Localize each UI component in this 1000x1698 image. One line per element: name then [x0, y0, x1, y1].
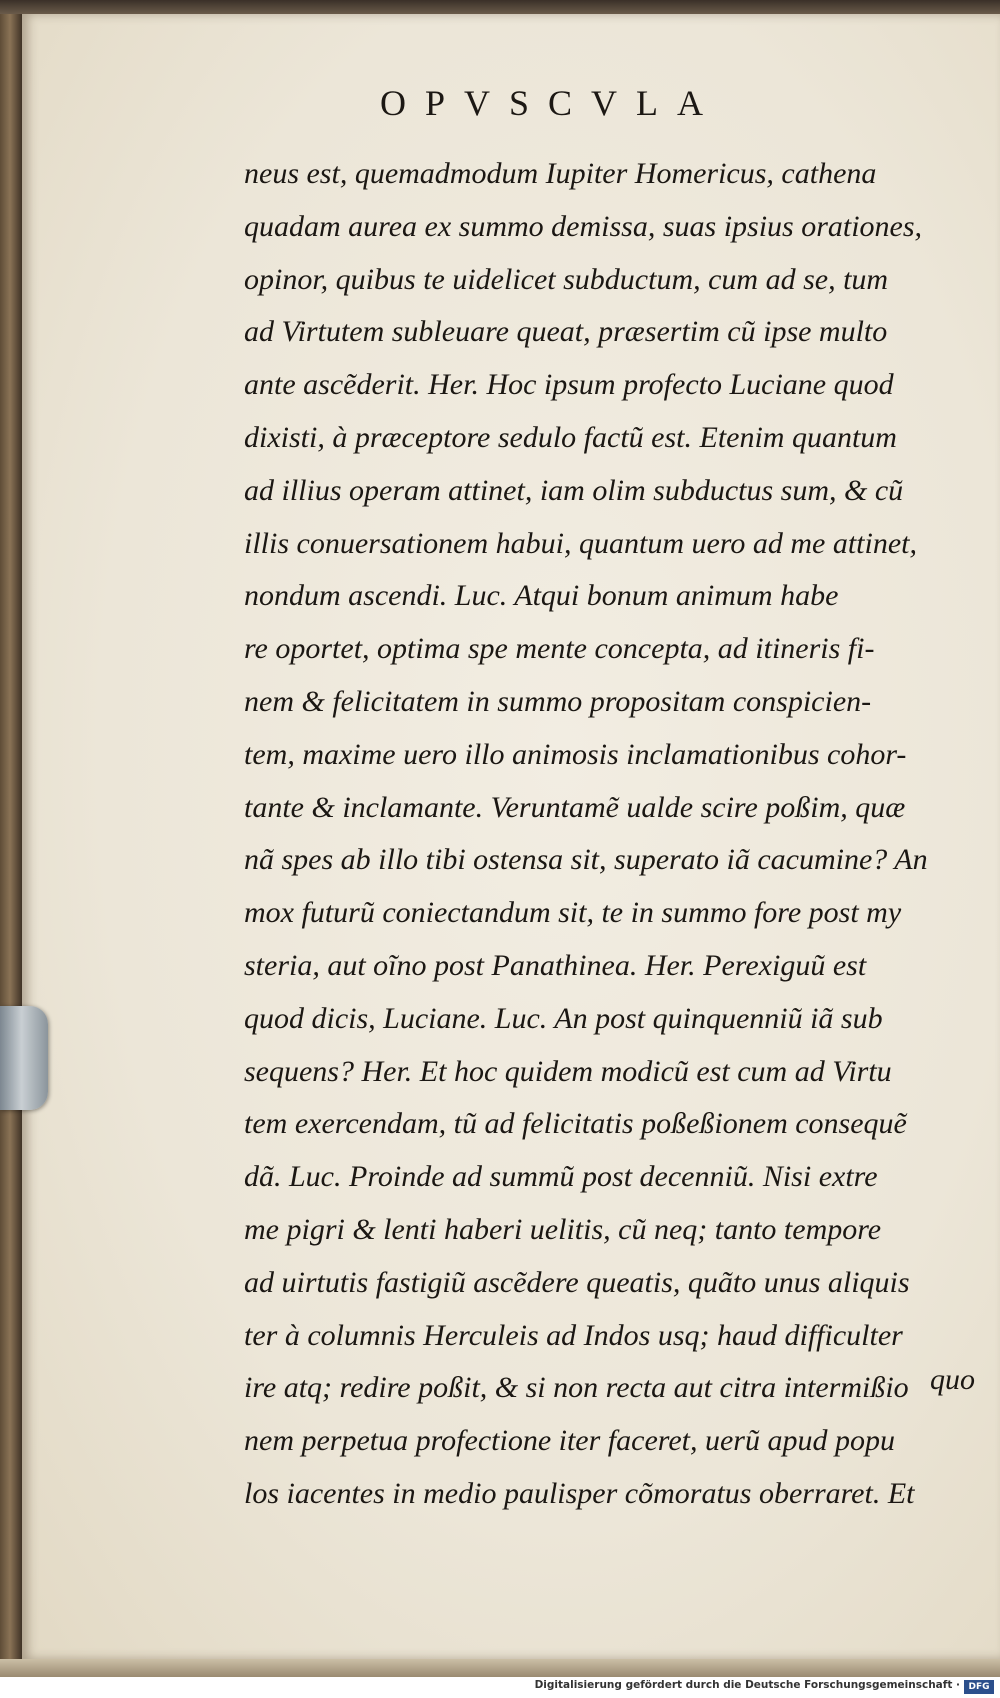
text-line: tem exercendam, tũ ad felicitatis poßeßionem consequẽ [244, 1107, 907, 1141]
text-line: steria, aut oĩno post Panathinea. Her. Perexiguũ est [244, 948, 867, 982]
text-line: dixisti, à præceptore sedulo factũ est. Etenim quantum [244, 420, 897, 454]
text-line: mox futurũ coniectandum sit, te in summo fore post my [244, 896, 902, 930]
running-head: OPVSCVLA [380, 83, 723, 123]
text-line: tante & inclamante. Veruntamẽ ualde scire poßim, quæ [244, 790, 906, 824]
text-line: nem & felicitatem in summo propositam conspicien- [244, 684, 872, 718]
text-line: los iacentes in medio paulisper cõmoratus oberraret. Et [244, 1476, 915, 1510]
text-line: nem perpetua profectione iter faceret, uerũ apud popu [244, 1424, 895, 1458]
text-line: quod dicis, Luciane. Luc. An post quinquenniũ iã sub [244, 1001, 883, 1035]
text-line: tem, maxime uero illo animosis inclamationibus cohor- [244, 737, 907, 771]
body-text [244, 148, 984, 1521]
text-line: dã. Luc. Proinde ad summũ post decenniũ. Nisi extre [244, 1160, 878, 1194]
text-line: ire atq; redire poßit, & si non recta aut citra intermißio [244, 1371, 909, 1405]
text-line: sequens? Her. Et hoc quidem modicũ est cum ad Virtu [244, 1054, 892, 1088]
text-line: ante ascẽderit. Her. Hoc ipsum profecto Luciane quod [244, 368, 894, 402]
footer-bar [0, 1677, 1000, 1698]
text-line: quadam aurea ex summo demissa, suas ipsius orationes, [244, 209, 923, 243]
text-line: nã spes ab illo tibi ostensa sit, superato iã cacumine? An [244, 843, 928, 877]
text-line: ter à columnis Herculeis ad Indos usq; haud difficulter [244, 1318, 903, 1352]
book-bottom-edge [0, 1659, 1000, 1677]
dfg-logo-icon: DFG [964, 1680, 994, 1694]
text-line: neus est, quemadmodum Iupiter Homericus, cathena [244, 157, 877, 190]
text-line: nondum ascendi. Luc. Atqui bonum animum habe [244, 579, 839, 613]
text-line: re oportet, optima spe mente concepta, ad itineris fi- [244, 632, 875, 666]
catchword: quo [930, 1363, 975, 1396]
funding-credit: Digitalisierung gefördert durch die Deutsche Forschungsgemeinschaft · [534, 1679, 960, 1691]
text-line: ad illius operam attinet, iam olim subductus sum, & cũ [244, 473, 904, 507]
book-top-edge [0, 0, 1000, 14]
text-line: opinor, quibus te uidelicet subductum, cum ad se, tum [244, 262, 889, 296]
text-line: illis conuersationem habui, quantum uero ad me attinet, [244, 526, 917, 560]
text-line: ad uirtutis fastigiũ ascẽdere queatis, quãto unus aliquis [244, 1265, 910, 1299]
text-line: ad Virtutem subleuare queat, præsertim cũ ipse multo [244, 315, 888, 349]
page-clip [0, 1006, 48, 1110]
text-line: me pigri & lenti haberi uelitis, cũ neq; tanto tempore [244, 1212, 882, 1246]
